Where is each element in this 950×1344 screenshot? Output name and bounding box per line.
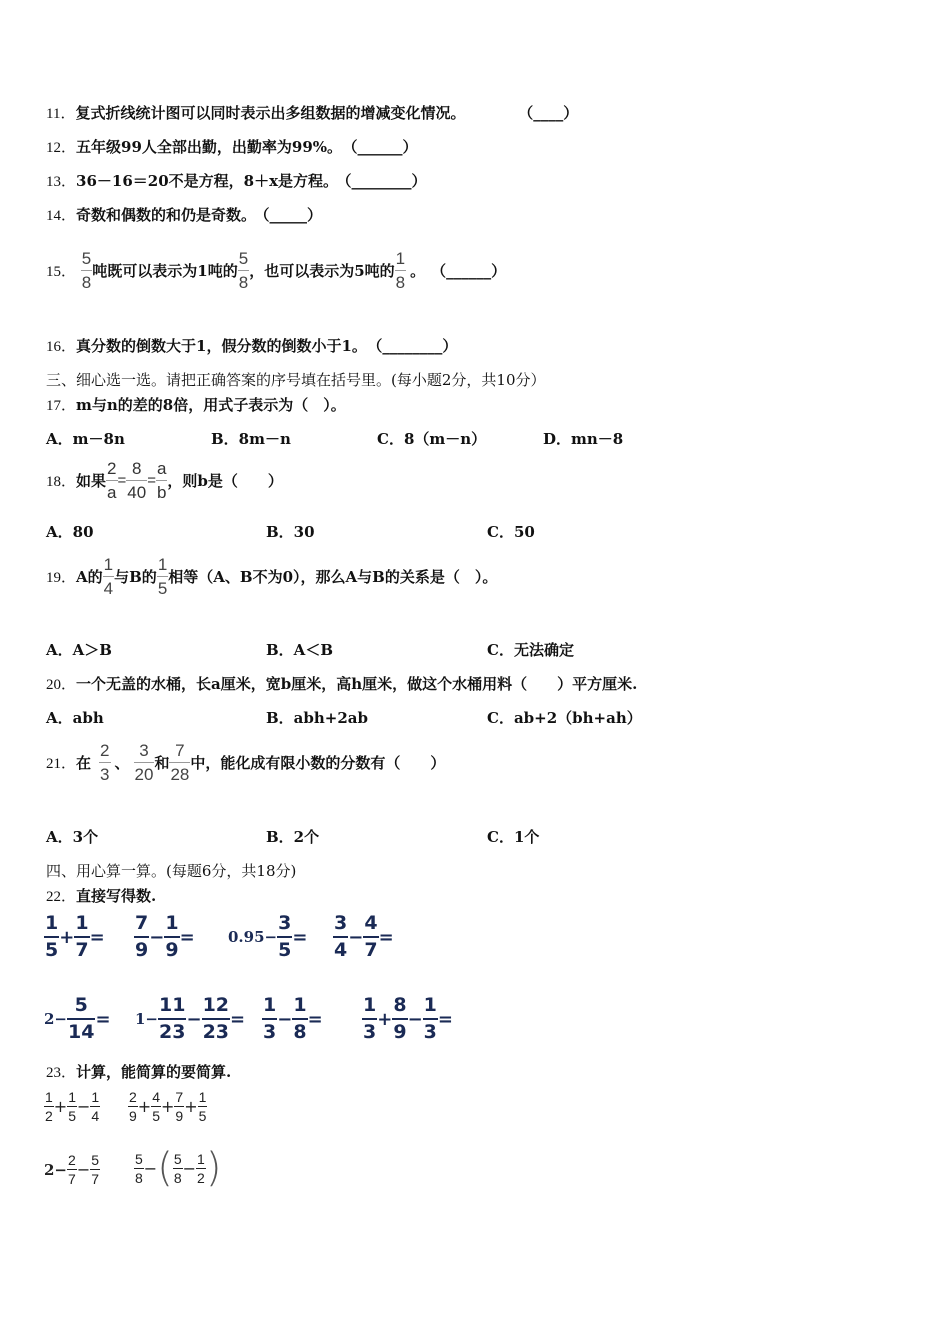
question-number: 20． [46,677,77,693]
answer-blank[interactable]: （______） [350,138,418,156]
equals-sign: = [89,926,105,948]
operator: + [377,1008,393,1030]
operator: − [76,1160,91,1179]
operator: + [161,1097,175,1116]
fraction-7-28: $\frac{7}{28}$ [170,741,190,784]
question-18 [46,460,283,501]
fraction: $\frac{1}{3}$ [363,994,377,1043]
fraction-8-40: $\frac{8}{40}$ [127,459,147,502]
operator: − [77,1097,91,1116]
equals-sign: = [378,926,394,948]
question-number: 17． [46,398,77,414]
oral-calc-5 [44,996,111,1042]
question-14 [46,204,322,225]
question-text: 奇数和偶数的和仍是奇数。 [76,206,257,224]
answer-blank[interactable]: （________） [344,172,427,190]
question-15 [46,250,506,291]
option-a[interactable]: A．abh [46,709,104,727]
question-number: 13． [46,174,77,190]
fraction-1-8: $\frac{1}{8}$ [395,249,406,292]
question-text: m与n的差的8倍，用式子表示为（ ）。 [76,396,346,414]
fraction: $\frac{1}{5}$ [198,1089,207,1124]
oral-calc-6 [135,996,245,1042]
fraction-1-5: $\frac{1}{5}$ [157,555,168,598]
question-text: ，则b是（ ） [167,472,283,490]
question-text: 和 [154,754,170,772]
fraction: $\frac{3}{5}$ [278,912,292,961]
question-text: 直接写得数. [76,887,157,905]
fraction: $\frac{7}{9}$ [135,912,149,961]
question-text: 复式折线统计图可以同时表示出多组数据的增减变化情况。 [75,104,466,122]
question-text: 计算，能简算的要简算. [76,1063,232,1081]
fraction: $\frac{1}{5}$ [45,912,59,961]
question-number: 16． [46,339,77,355]
equals-sign: = [117,472,127,489]
option-c[interactable]: C．50 [487,523,535,541]
oral-calc-7 [262,996,323,1042]
question-text: A的 [76,568,103,586]
fraction: $\frac{5}{14}$ [68,994,95,1043]
option-d[interactable]: D．mn－8 [543,430,624,448]
option-a[interactable]: A．3个 [46,828,99,846]
option-c[interactable]: C．8（m－n） [377,430,487,448]
question-text: 、 [114,754,130,772]
fraction: $\frac{1}{9}$ [165,912,179,961]
right-parenthesis: ) [205,1145,222,1191]
question-16 [46,335,457,356]
fraction: $\frac{1}{3}$ [263,994,277,1043]
operator: − [186,1008,202,1030]
fraction: $\frac{5}{8}$ [135,1150,143,1186]
equals-sign: = [292,926,308,948]
left-parenthesis: ( [157,1145,173,1191]
question-text: 一个无盖的水桶，长a厘米，宽b厘米，高h厘米，做这个水桶用料（ ）平方厘米. [76,675,638,693]
option-b[interactable]: B．8m－n [211,430,291,448]
fraction-3-20: $\frac{3}{20}$ [134,741,154,784]
fraction-5-8: $\frac{5}{8}$ [238,249,249,292]
question-number: 21． [46,756,77,772]
question-text: 在 [76,754,92,772]
question-text: 吨既可以表示为1吨的 [92,262,238,280]
question-21 [46,742,445,783]
question-text: 中，能化成有限小数的分数有（ ） [190,754,446,772]
fraction-2-a: $\frac{2}{a}$ [107,459,117,502]
equals-sign: = [147,472,156,489]
calc-expression-4 [134,1145,222,1191]
option-c[interactable]: C．无法确定 [487,641,574,659]
fraction: $\frac{4}{5}$ [152,1089,160,1124]
answer-blank[interactable]: （________） [374,337,458,355]
oral-calc-4 [333,914,394,960]
question-text: 36－16＝20不是方程，8＋x是方程。 [76,172,339,190]
fraction: $\frac{4}{7}$ [364,912,378,961]
fraction: $\frac{7}{9}$ [175,1089,184,1124]
question-22 [46,885,156,906]
expression-lead: 0.95− [228,928,278,946]
operator: − [348,926,364,948]
operator: − [182,1158,197,1178]
operator: − [149,926,165,948]
equals-sign: = [179,926,195,948]
option-c[interactable]: C．ab+2（bh+ah） [487,709,642,727]
fraction: $\frac{5}{7}$ [91,1152,100,1187]
fraction: $\frac{2}{9}$ [129,1089,137,1124]
answer-blank[interactable]: （______） [431,262,507,280]
section-heading-4: 四、用心算一算。(每题6分，共18分) [46,862,297,880]
question-17 [46,394,346,415]
oral-calc-8 [362,996,453,1042]
question-number: 23． [46,1065,77,1081]
question-text: ，也可以表示为5吨的 [249,262,395,280]
operator: + [53,1097,68,1116]
question-text: 。 [410,262,426,280]
question-19 [46,556,497,597]
fraction: $\frac{2}{7}$ [68,1152,76,1187]
equals-sign: = [230,1008,246,1030]
fraction: $\frac{1}{2}$ [197,1150,205,1186]
equals-sign: = [437,1008,453,1030]
question-text: 相等（A、B不为0），那么A与B的关系是（ ）。 [168,568,498,586]
fraction: $\frac{11}{23}$ [159,994,186,1043]
fraction: $\frac{1}{5}$ [68,1089,76,1124]
expression-lead: 1− [135,1010,159,1028]
operator: − [143,1158,158,1178]
fraction-1-4: $\frac{1}{4}$ [103,555,114,598]
question-number: 14． [46,208,77,224]
calc-expression-1 [44,1090,100,1123]
option-a[interactable]: A．m－8n [46,430,125,448]
question-text: 真分数的倒数大于1，假分数的倒数小于1。 [76,337,367,355]
option-a[interactable]: A．80 [46,523,94,541]
fraction-2-3: $\frac{2}{3}$ [100,741,110,784]
fraction-a-b: $\frac{a}{b}$ [156,459,167,502]
fraction-5-8: $\frac{5}{8}$ [81,249,92,292]
equals-sign: = [307,1008,323,1030]
option-b[interactable]: B．30 [266,523,315,541]
fraction: $\frac{1}{2}$ [45,1089,53,1124]
oral-calc-1 [44,914,105,960]
operator: − [277,1008,293,1030]
calc-expression-2 [128,1090,207,1123]
question-number: 22． [46,889,77,905]
oral-calc-2 [134,914,195,960]
expression-lead: 2− [44,1160,68,1179]
option-a[interactable]: A．A＞B [46,641,112,659]
question-23 [46,1061,231,1082]
question-text: 如果 [76,472,107,490]
question-20 [46,673,637,694]
section-heading-3: 三、细心选一选。请把正确答案的序号填在括号里。(每小题2分，共10分） [46,371,546,389]
fraction: $\frac{1}{8}$ [293,994,307,1043]
expression-lead: 2− [44,1010,68,1028]
calc-expression-3 [44,1153,100,1186]
question-text: 与B的 [114,568,157,586]
question-number: 15． [46,264,77,280]
fraction: $\frac{1}{7}$ [75,912,89,961]
question-12 [46,136,418,157]
equals-sign: = [95,1008,111,1030]
operator: − [407,1008,423,1030]
option-b[interactable]: B．abh+2ab [266,709,369,727]
question-number: 18． [46,474,77,490]
question-13 [46,170,427,191]
answer-blank[interactable]: （____） [518,104,579,122]
operator: + [137,1097,152,1116]
fraction: $\frac{5}{8}$ [173,1150,182,1186]
oral-calc-3 [228,914,307,960]
operator: + [184,1097,198,1116]
fraction: $\frac{1}{4}$ [91,1089,100,1124]
question-11 [46,102,578,123]
operator: + [59,926,75,948]
answer-blank[interactable]: （_____） [262,206,323,224]
option-b[interactable]: B．2个 [266,828,320,846]
option-c[interactable]: C．1个 [487,828,540,846]
option-b[interactable]: B．A＜B [266,641,333,659]
fraction: $\frac{12}{23}$ [202,994,230,1043]
question-number: 11． [46,106,76,122]
fraction: $\frac{1}{3}$ [423,994,437,1043]
fraction: $\frac{3}{4}$ [334,912,348,961]
fraction: $\frac{8}{9}$ [393,994,407,1043]
question-number: 19． [46,570,77,586]
question-text: 五年级99人全部出勤，出勤率为99%。 [76,138,343,156]
question-number: 12． [46,140,77,156]
